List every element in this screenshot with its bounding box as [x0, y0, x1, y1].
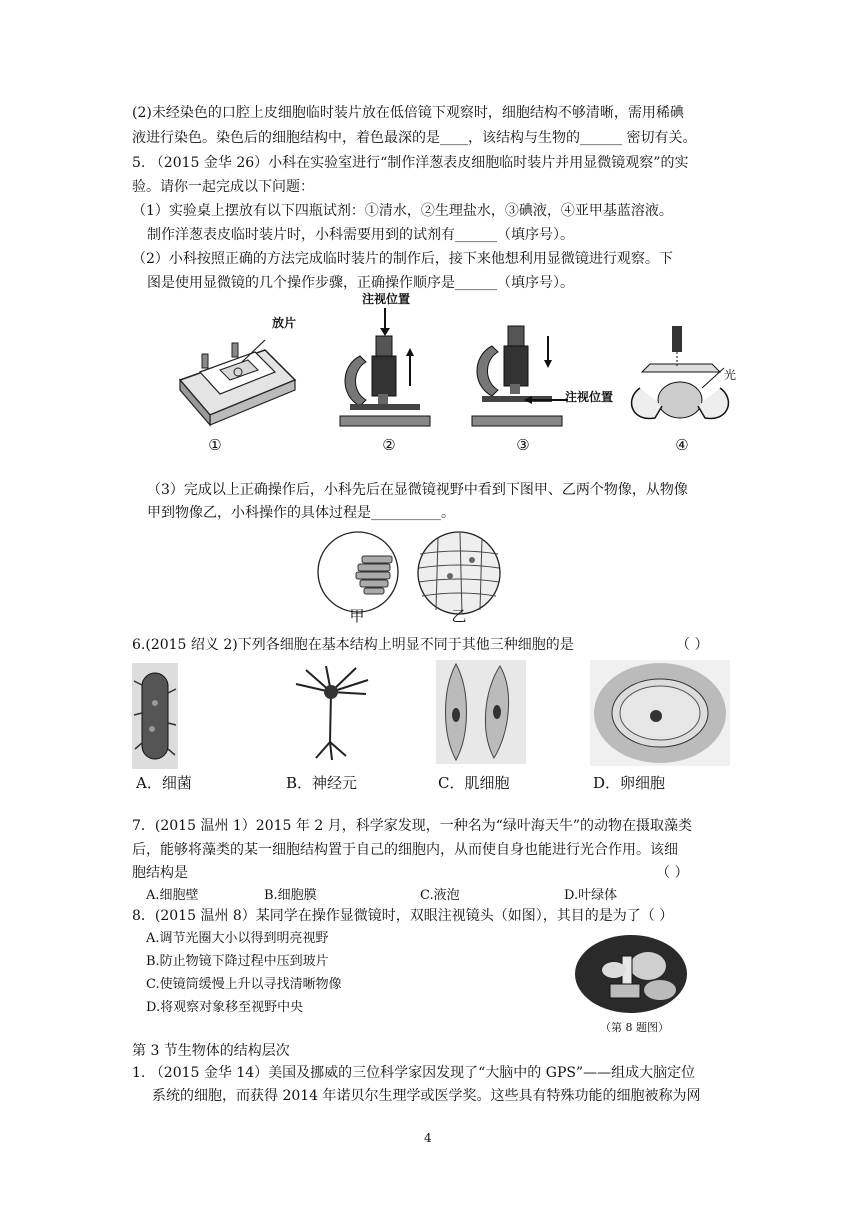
muscle-cell-image: [436, 660, 526, 764]
section-3-heading: 第 3 节生物体的结构层次: [132, 1043, 290, 1059]
step-caption-3: ③: [516, 436, 530, 454]
view-caption-jia: 甲: [349, 607, 365, 625]
bacterium-drawing: [132, 663, 178, 769]
watch-position-top-label: 注视位置: [362, 292, 411, 306]
q6-option-a: A．细菌: [136, 774, 192, 792]
q7-option-c: C.液泡: [420, 888, 460, 903]
q7-answer-bracket: （ ）: [656, 865, 689, 881]
q5-part2-line-1: （2）小科按照正确的方法完成临时装片的制作后，接下来他想利用显微镜进行观察。下: [132, 251, 673, 267]
q8-stem: 8．(2015 温州 8）某同学在操作显微镜时，双眼注视镜头（如图），其目的是为了（ ）: [132, 908, 674, 924]
step-3-figure: [468, 316, 578, 430]
step-caption-4: ④: [675, 436, 689, 454]
q7-line-3: 胞结构是: [132, 865, 188, 881]
watch-position-side-label: 注视位置: [565, 390, 614, 404]
q5-part3-line-2: 甲到物像乙，小科操作的具体过程是__________。: [147, 505, 455, 521]
place-slide-label: 放片: [272, 316, 297, 330]
q4-line-2: 液进行染色。染色后的细胞结构中，着色最深的是____，该结构与生物的______ 密切有关。: [132, 130, 697, 146]
adjust-light-drawing: [620, 318, 740, 430]
q7-option-d: D.叶绿体: [564, 888, 618, 903]
q6-stem: 6.(2015 绍义 2)下列各细胞在基本结构上明显不同于其他三种细胞的是: [132, 637, 574, 653]
q5-stem-line-2: 验。请你一起完成以下问题：: [132, 179, 314, 195]
view-yi-drawing: [416, 530, 502, 616]
q8-option-d: D.将观察对象移至视野中央: [146, 1000, 304, 1015]
muscle-cell-drawing: [436, 660, 526, 764]
q5-part3-line-1: （3）完成以上正确操作后，小科先后在显微镜视野中看到下图甲、乙两个物像，从物像: [147, 482, 688, 498]
q7-line-2: 后，能够将藻类的某一细胞结构置于自己的细胞内，从而使自身也能进行光合作用。该细: [132, 842, 678, 858]
view-jia-drawing: [316, 530, 400, 614]
q5-stem-line-1: 5. （2015 金华 26）小科在实验室进行“制作洋葱表皮细胞临时装片并用显微镜观察”的实: [132, 155, 689, 171]
q7-option-a: A.细胞壁: [146, 888, 199, 903]
bacterium-image: [132, 663, 178, 769]
q6-option-c: C．肌细胞: [438, 774, 510, 792]
q8-photo-caption: （第 8 题图）: [600, 1021, 669, 1034]
microscope-raise-drawing: [330, 296, 440, 430]
step-caption-1: ①: [208, 436, 222, 454]
q6-option-b: B．神经元: [286, 774, 358, 792]
q5-part1-line-2: 制作洋葱表皮临时装片时，小科需要用到的试剂有______（填序号）。: [147, 227, 574, 243]
view-caption-yi: 乙: [451, 607, 467, 625]
microscope-lower-drawing: [468, 316, 578, 430]
neuron-image: [286, 662, 376, 762]
egg-cell-image: [590, 660, 730, 766]
q6-answer-bracket: （ ）: [676, 637, 709, 653]
step-4-figure: [620, 318, 740, 430]
q8-photo-drawing: [574, 934, 688, 1014]
q6-option-d: D．卵细胞: [593, 774, 666, 792]
view-yi-figure: [416, 530, 502, 616]
q5-part2-line-2: 图是使用显微镜的几个操作步骤，正确操作顺序是______（填序号）。: [147, 275, 574, 291]
light-label: 光: [724, 368, 737, 382]
q8-option-c: C.使镜筒缓慢上升以寻找清晰物像: [146, 977, 342, 992]
section3-q1-line-1: 1. （2015 金华 14）美国及挪威的三位科学家因发现了“大脑中的 GPS”——组成大脑定位: [132, 1065, 696, 1081]
q8-option-b: B.防止物镜下降过程中压到玻片: [146, 954, 329, 969]
view-jia-figure: [316, 530, 400, 614]
page-number: 4: [424, 1131, 432, 1145]
q8-photo: [574, 934, 688, 1014]
q7-option-b: B.细胞膜: [264, 888, 317, 903]
q4-line-1: (2)未经染色的口腔上皮细胞临时装片放在低倍镜下观察时，细胞结构不够清晰，需用稀碘: [132, 105, 684, 121]
step-2-figure: [330, 296, 440, 430]
section3-q1-line-2: 系统的细胞，而获得 2014 年诺贝尔生理学或医学奖。这些具有特殊功能的细胞被称为网: [152, 1088, 701, 1104]
q7-line-1: 7．(2015 温州 1）2015 年 2 月，科学家发现，一种名为“绿叶海天牛”的动物在摄取藻类: [132, 818, 693, 834]
q5-part1-line-1: （1）实验桌上摆放有以下四瓶试剂：①清水，②生理盐水，③碘液，④亚甲基蓝溶液。: [132, 203, 673, 219]
neuron-drawing: [286, 662, 376, 762]
step-caption-2: ②: [382, 436, 396, 454]
q8-option-a: A.调节光圈大小以得到明亮视野: [146, 931, 329, 946]
egg-cell-drawing: [590, 660, 730, 766]
